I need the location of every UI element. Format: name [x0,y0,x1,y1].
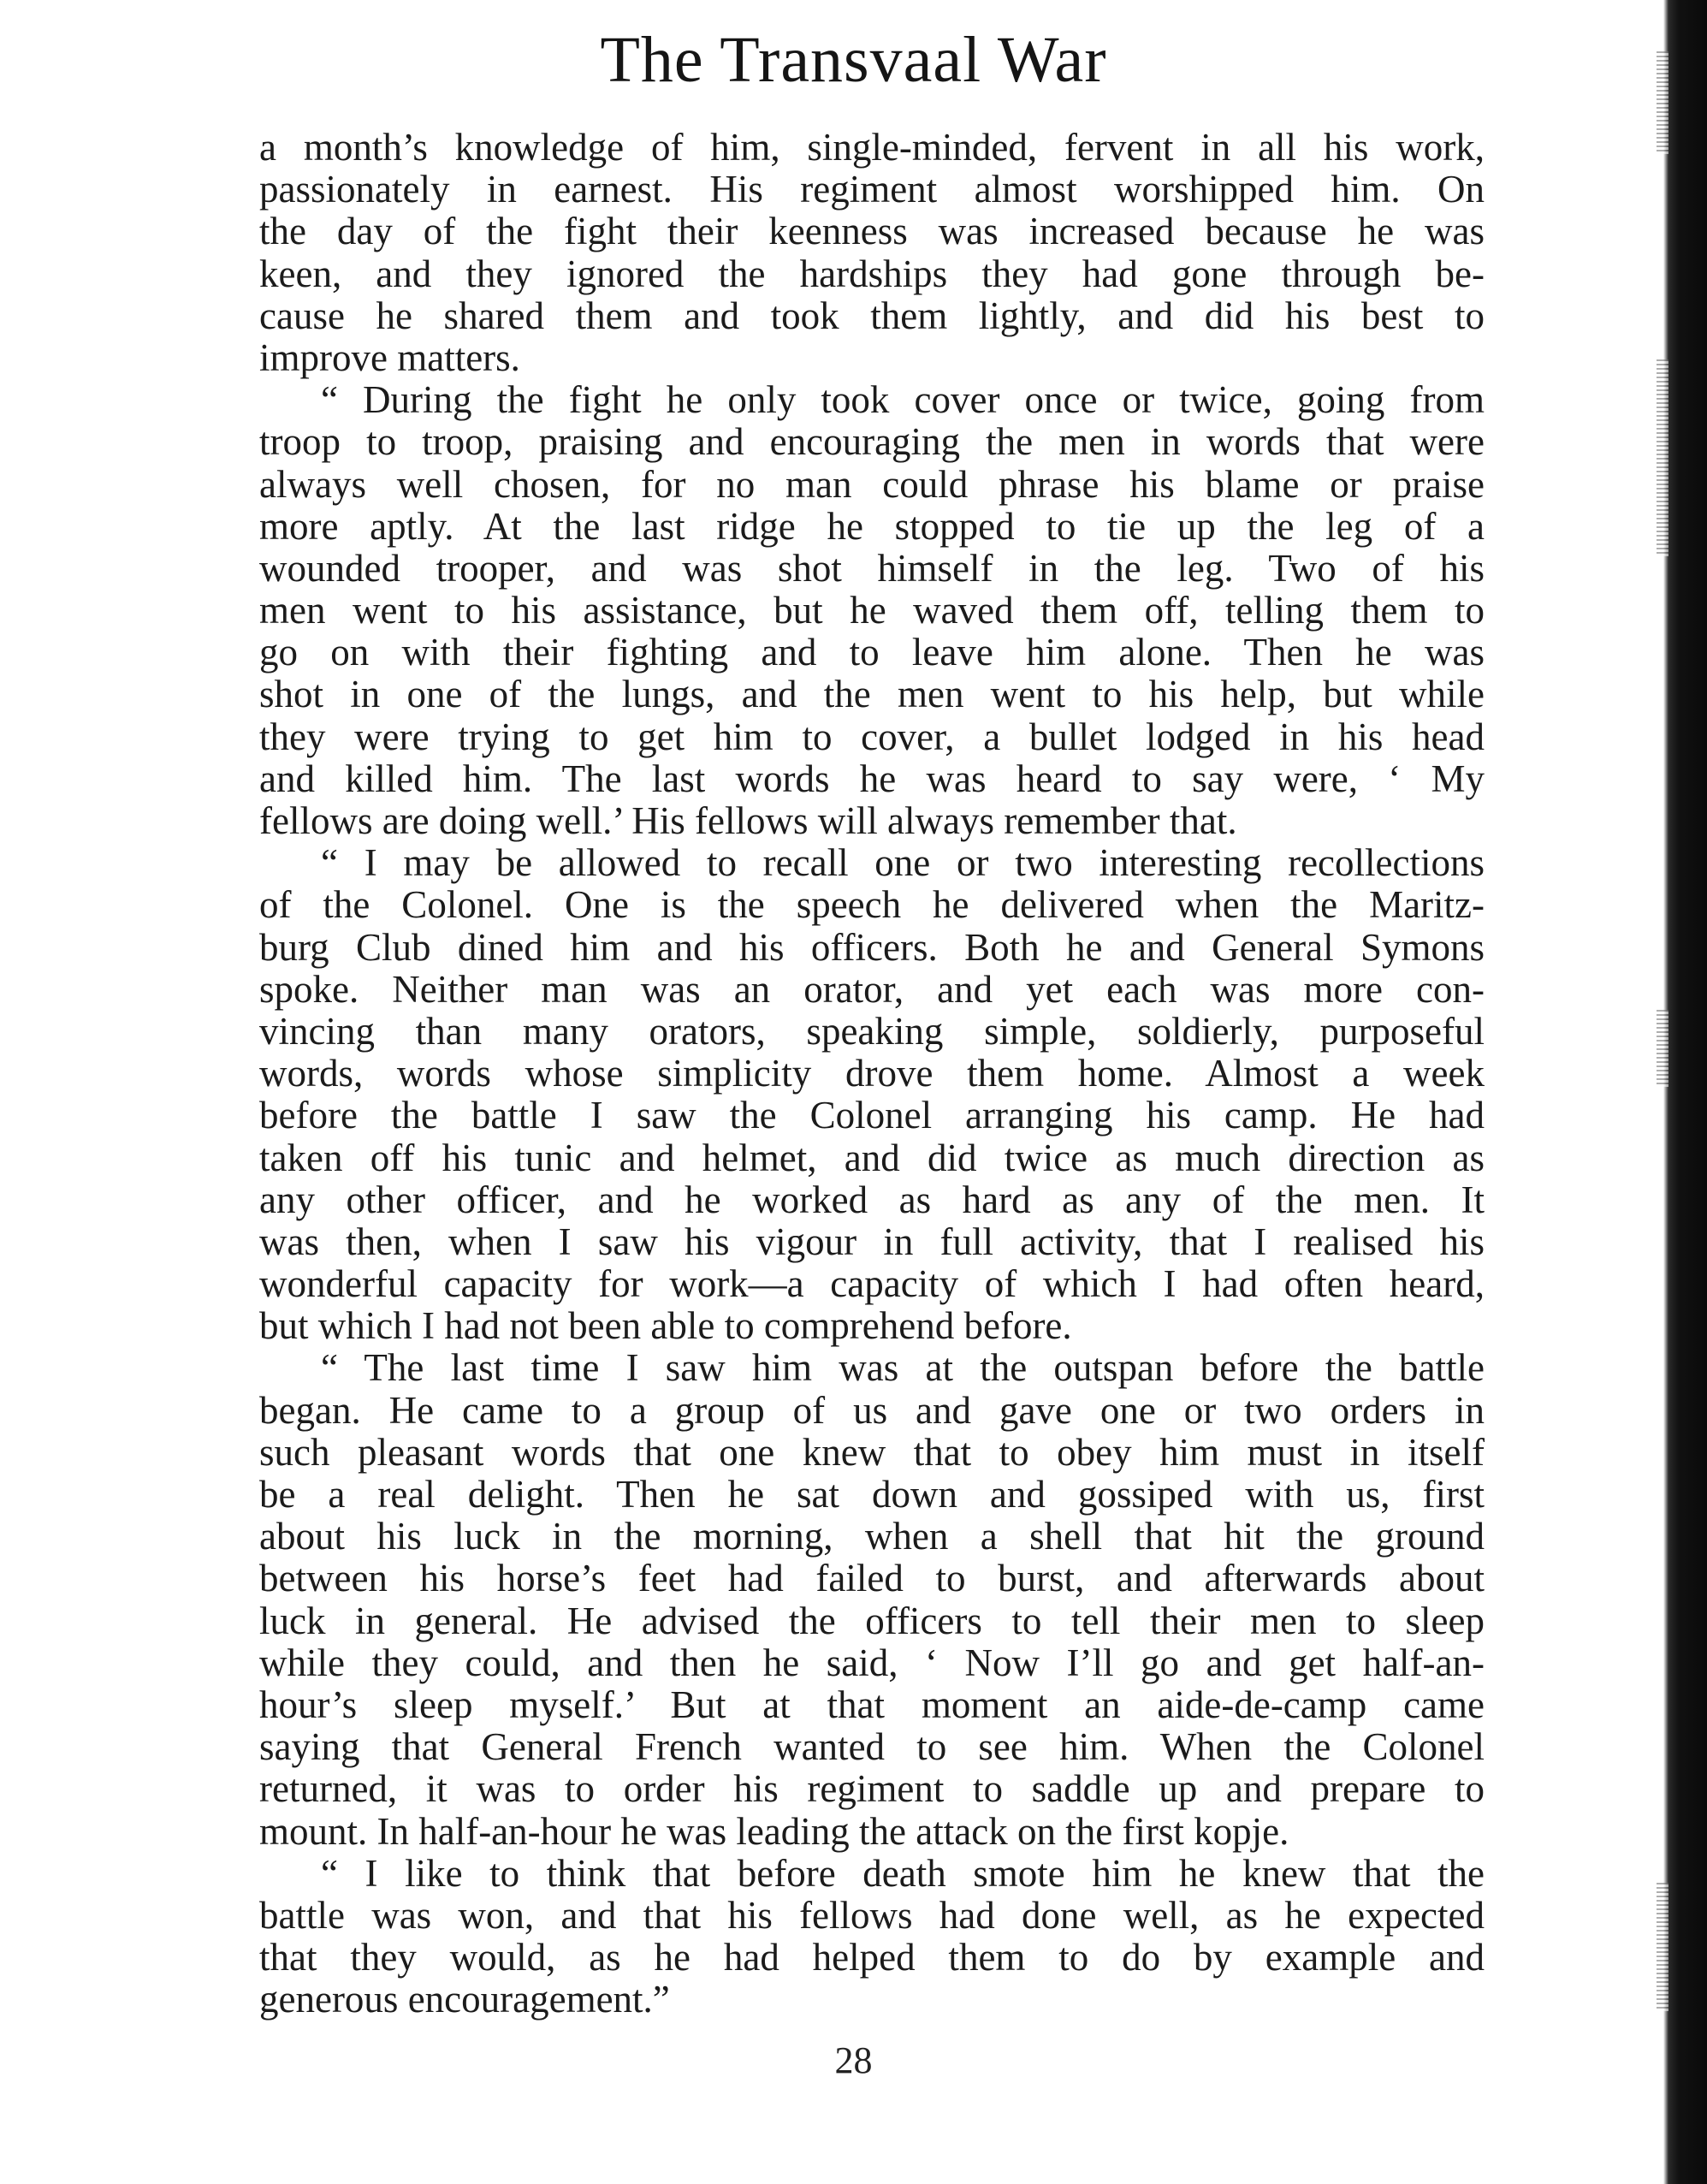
text-line: the day of the fight their keenness was increased because he was [259,210,1485,253]
text-line: of the Colonel. One is the speech he delivered when the Maritz- [259,883,1485,927]
text-line: “ During the fight he only took cover once or twice, going from [321,378,1485,422]
page-number: 28 [834,2039,873,2081]
text-line: before the battle I saw the Colonel arranging his camp. He had [259,1094,1485,1137]
text-line: burg Club dined him and his officers. Both he and General Symons [259,925,1485,969]
text-line: began. He came to a group of us and gave one or two orders in [259,1388,1485,1432]
paragraph [259,379,1485,842]
paragraph [259,1347,1485,1852]
text-line: passionately in earnest. His regiment almost worshipped him. On [259,168,1485,211]
text-line: a month’s knowledge of him, single-minded, fervent in all his work, [259,126,1485,169]
text-line: fellows are doing well.’ His fellows will always remember that. [259,799,1237,842]
page-edge-shadow [1658,0,1707,2184]
text-line: but which I had not been able to comprehend before. [259,1304,1072,1348]
text-line: men went to his assistance, but he waved them off, telling them to [259,589,1485,632]
paragraph [259,842,1485,1347]
text-line: “ I may be allowed to recall one or two interesting recollections [321,841,1485,885]
paragraph [259,127,1485,379]
text-line: troop to troop, praising and encouraging the men in words that were [259,420,1485,464]
text-line: saying that General French wanted to see him. When the Colonel [259,1725,1485,1769]
text-line: more aptly. At the last ridge he stopped to tie up the leg of a [259,504,1485,548]
text-line: improve matters. [259,335,520,379]
text-line: go on with their fighting and to leave him alone. Then he was [259,631,1485,674]
page-edge-speckle [1657,1883,1668,2011]
text-line: any other officer, and he worked as hard as any of the men. It [259,1178,1485,1221]
text-line: taken off his tunic and helmet, and did twice as much direction as [259,1136,1485,1179]
text-line: they were trying to get him to cover, a bullet lodged in his head [259,715,1485,758]
text-line: “ The last time I saw him was at the outspan before the battle [321,1346,1485,1390]
text-line: shot in one of the lungs, and the men went to his help, but while [259,673,1485,716]
text-line: such pleasant words that one knew that to obey him must in itself [259,1430,1485,1474]
text-line: be a real delight. Then he sat down and gossiped with us, first [259,1473,1485,1516]
text-line: keen, and they ignored the hardships they had gone through be- [259,252,1485,295]
text-line: wonderful capacity for work—a capacity of which I had often heard, [259,1262,1485,1306]
text-line: generous encouragement.” [259,1978,670,2021]
text-line: wounded trooper, and was shot himself in the leg. Two of his [259,546,1485,590]
text-line: spoke. Neither man was an orator, and yet each was more con- [259,967,1485,1011]
text-line: battle was won, and that his fellows had done well, as he expected [259,1893,1485,1937]
text-line: words, words whose simplicity drove them home. Almost a week [259,1052,1485,1095]
text-line: mount. In half-an-hour he was leading the attack on the first kopje. [259,1809,1289,1853]
text-line: “ I like to think that before death smote him he knew that the [321,1851,1485,1895]
text-line: hour’s sleep myself.’ But at that moment an aide-de-camp came [259,1683,1485,1726]
body-text [259,127,1485,2021]
text-line: while they could, and then he said, ‘ Now I’ll go and get half-an- [259,1641,1485,1684]
text-line: vincing than many orators, speaking simple, soldierly, purposeful [259,1009,1485,1053]
page-edge-speckle [1657,359,1668,556]
text-line: and killed him. The last words he was heard to say were, ‘ My [259,757,1485,800]
text-line: was then, when I saw his vigour in full activity, that I realised his [259,1220,1485,1263]
text-line: returned, it was to order his regiment to saddle up and prepare to [259,1767,1485,1811]
page-title: The Transvaal War [600,24,1107,96]
text-line: luck in general. He advised the officers to tell their men to sleep [259,1599,1485,1642]
text-line: between his horse’s feet had failed to burst, and afterwards about [259,1557,1485,1600]
page-edge-speckle [1657,1010,1668,1087]
text-line: that they would, as he had helped them to do by example and [259,1936,1485,1979]
text-line: always well chosen, for no man could phrase his blame or praise [259,462,1485,506]
text-line: about his luck in the morning, when a shell that hit the ground [259,1515,1485,1558]
text-line: cause he shared them and took them lightly, and did his best to [259,294,1485,337]
page-edge-speckle [1657,51,1668,154]
paragraph [259,1853,1485,2021]
